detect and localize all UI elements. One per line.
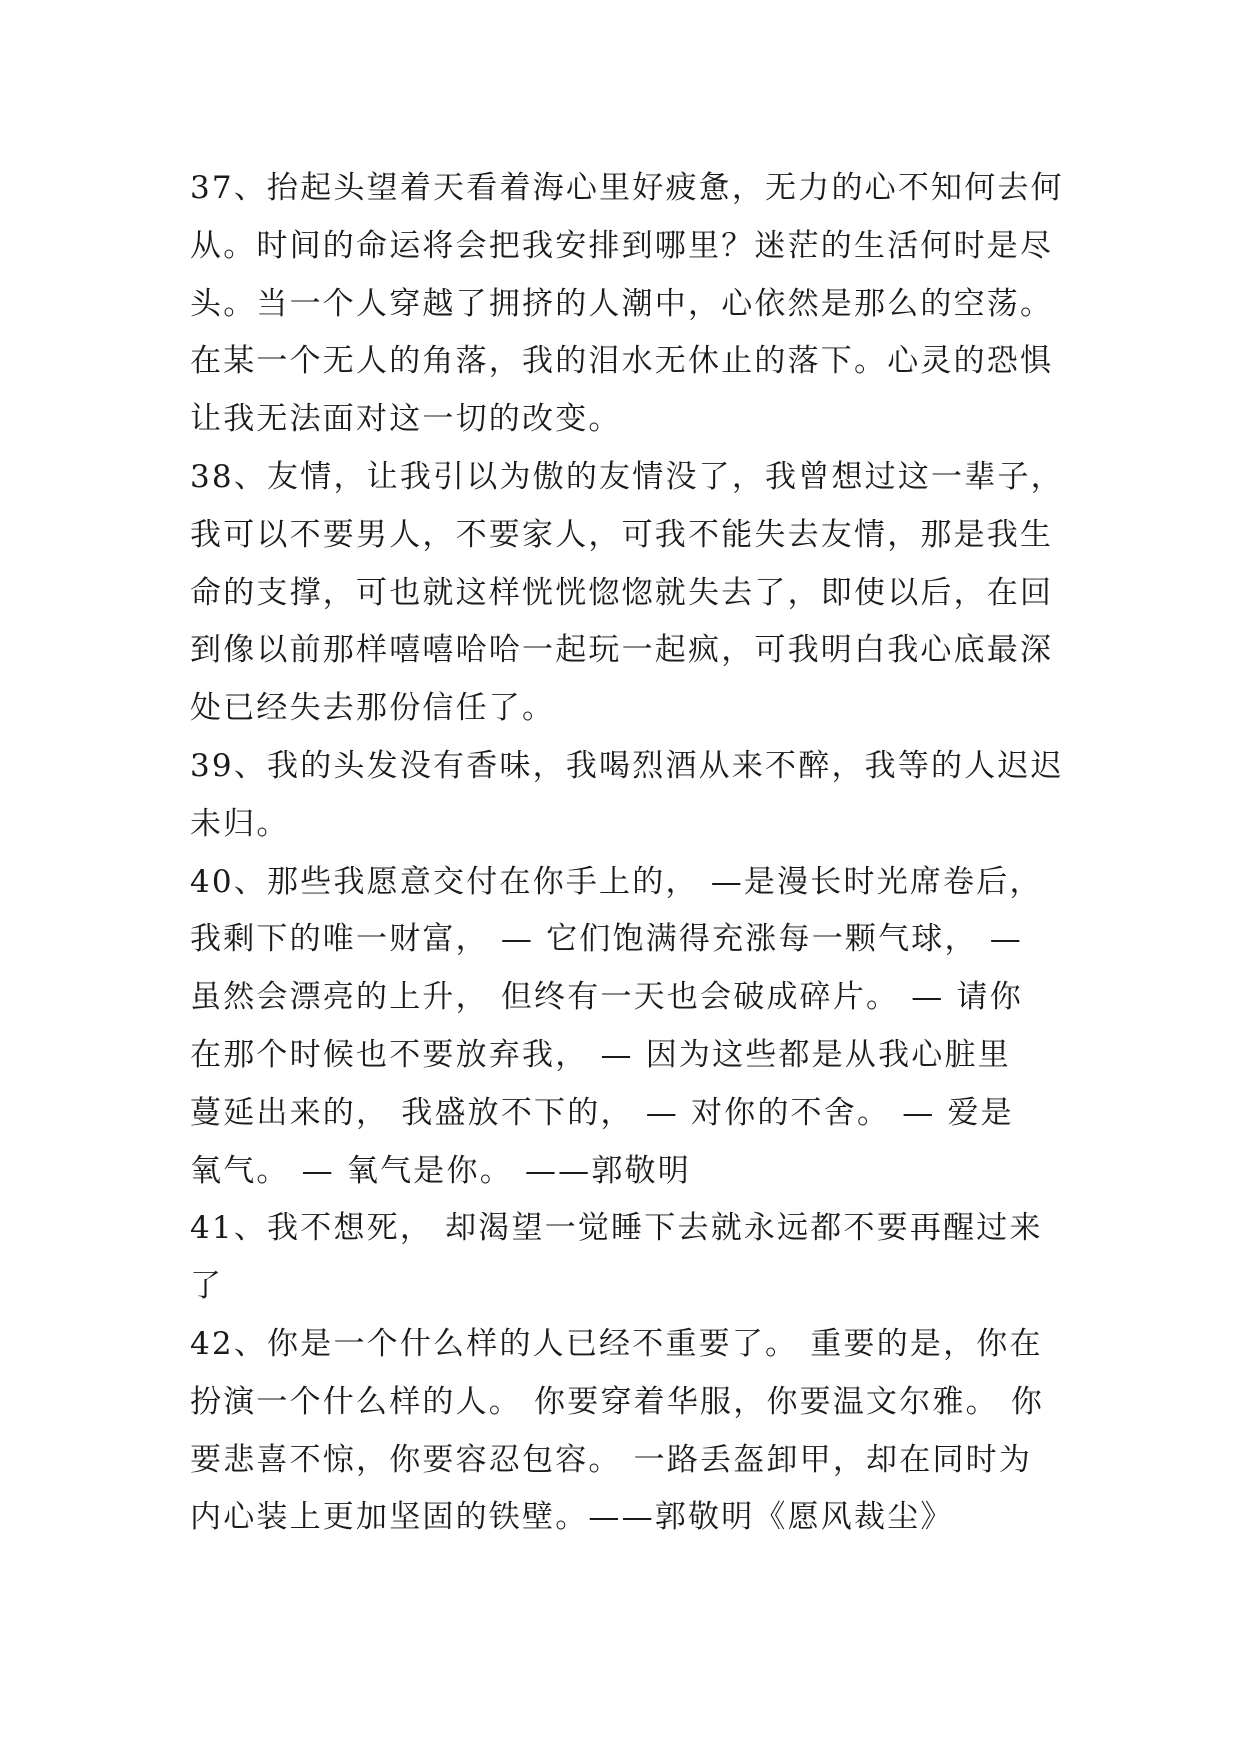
text-line: 从。时间的命运将会把我安排到哪里？迷茫的生活何时是尽	[190, 227, 1054, 264]
text-line: 未归。	[190, 805, 290, 842]
document-body	[190, 160, 1070, 1547]
text-line: 38、友情，让我引以为傲的友情没了，我曾想过这一辈子，	[190, 458, 1064, 495]
text-line: 42、你是一个什么样的人已经不重要了。 重要的是，你在	[190, 1325, 1043, 1362]
text-line: 在某一个无人的角落，我的泪水无休止的落下。心灵的恐惧	[190, 343, 1054, 380]
text-line: 命的支撑，可也就这样恍恍惚惚就失去了，即使以后，在回	[190, 574, 1054, 611]
text-line: 37、抬起头望着天看着海心里好疲惫，无力的心不知何去何	[190, 170, 1064, 206]
text-line: 我可以不要男人，不要家人，可我不能失去友情，那是我生	[190, 516, 1054, 553]
text-line: 39、我的头发没有香味，我喝烈酒从来不醉，我等的人迟迟	[190, 747, 1064, 784]
text-line: 了	[190, 1268, 224, 1305]
text-line: 40、那些我愿意交付在你手上的， —是漫长时光席卷后，	[190, 863, 1043, 900]
text-line: 处已经失去那份信任了。	[190, 690, 556, 727]
text-line: 蔓延出来的， 我盛放不下的， — 对你的不舍。 — 爱是	[190, 1094, 1014, 1131]
text-line: 扮演一个什么样的人。 你要穿着华服，你要温文尔雅。 你	[190, 1383, 1045, 1420]
text-line: 在那个时候也不要放弃我， — 因为这些都是从我心脏里	[190, 1036, 1011, 1073]
text-line: 氧气。 — 氧气是你。 ——郭敬明	[190, 1152, 691, 1189]
text-line: 到像以前那样嘻嘻哈哈一起玩一起疯，可我明白我心底最深	[190, 632, 1054, 669]
text-line: 内心装上更加坚固的铁壁。——郭敬明《愿风裁尘》	[190, 1499, 954, 1536]
text-line: 41、我不想死， 却渴望一觉睡下去就永远都不要再醒过来	[190, 1210, 1043, 1247]
text-line: 头。当一个人穿越了拥挤的人潮中，心依然是那么的空荡。	[190, 285, 1054, 322]
text-line: 要悲喜不惊，你要容忍包容。 一路丢盔卸甲，却在同时为	[190, 1441, 1033, 1478]
text-line: 虽然会漂亮的上升， 但终有一天也会破成碎片。 — 请你	[190, 979, 1023, 1016]
text-line: 我剩下的唯一财富， — 它们饱满得充涨每一颗气球， —	[190, 921, 1023, 958]
text-line: 让我无法面对这一切的改变。	[190, 401, 622, 438]
